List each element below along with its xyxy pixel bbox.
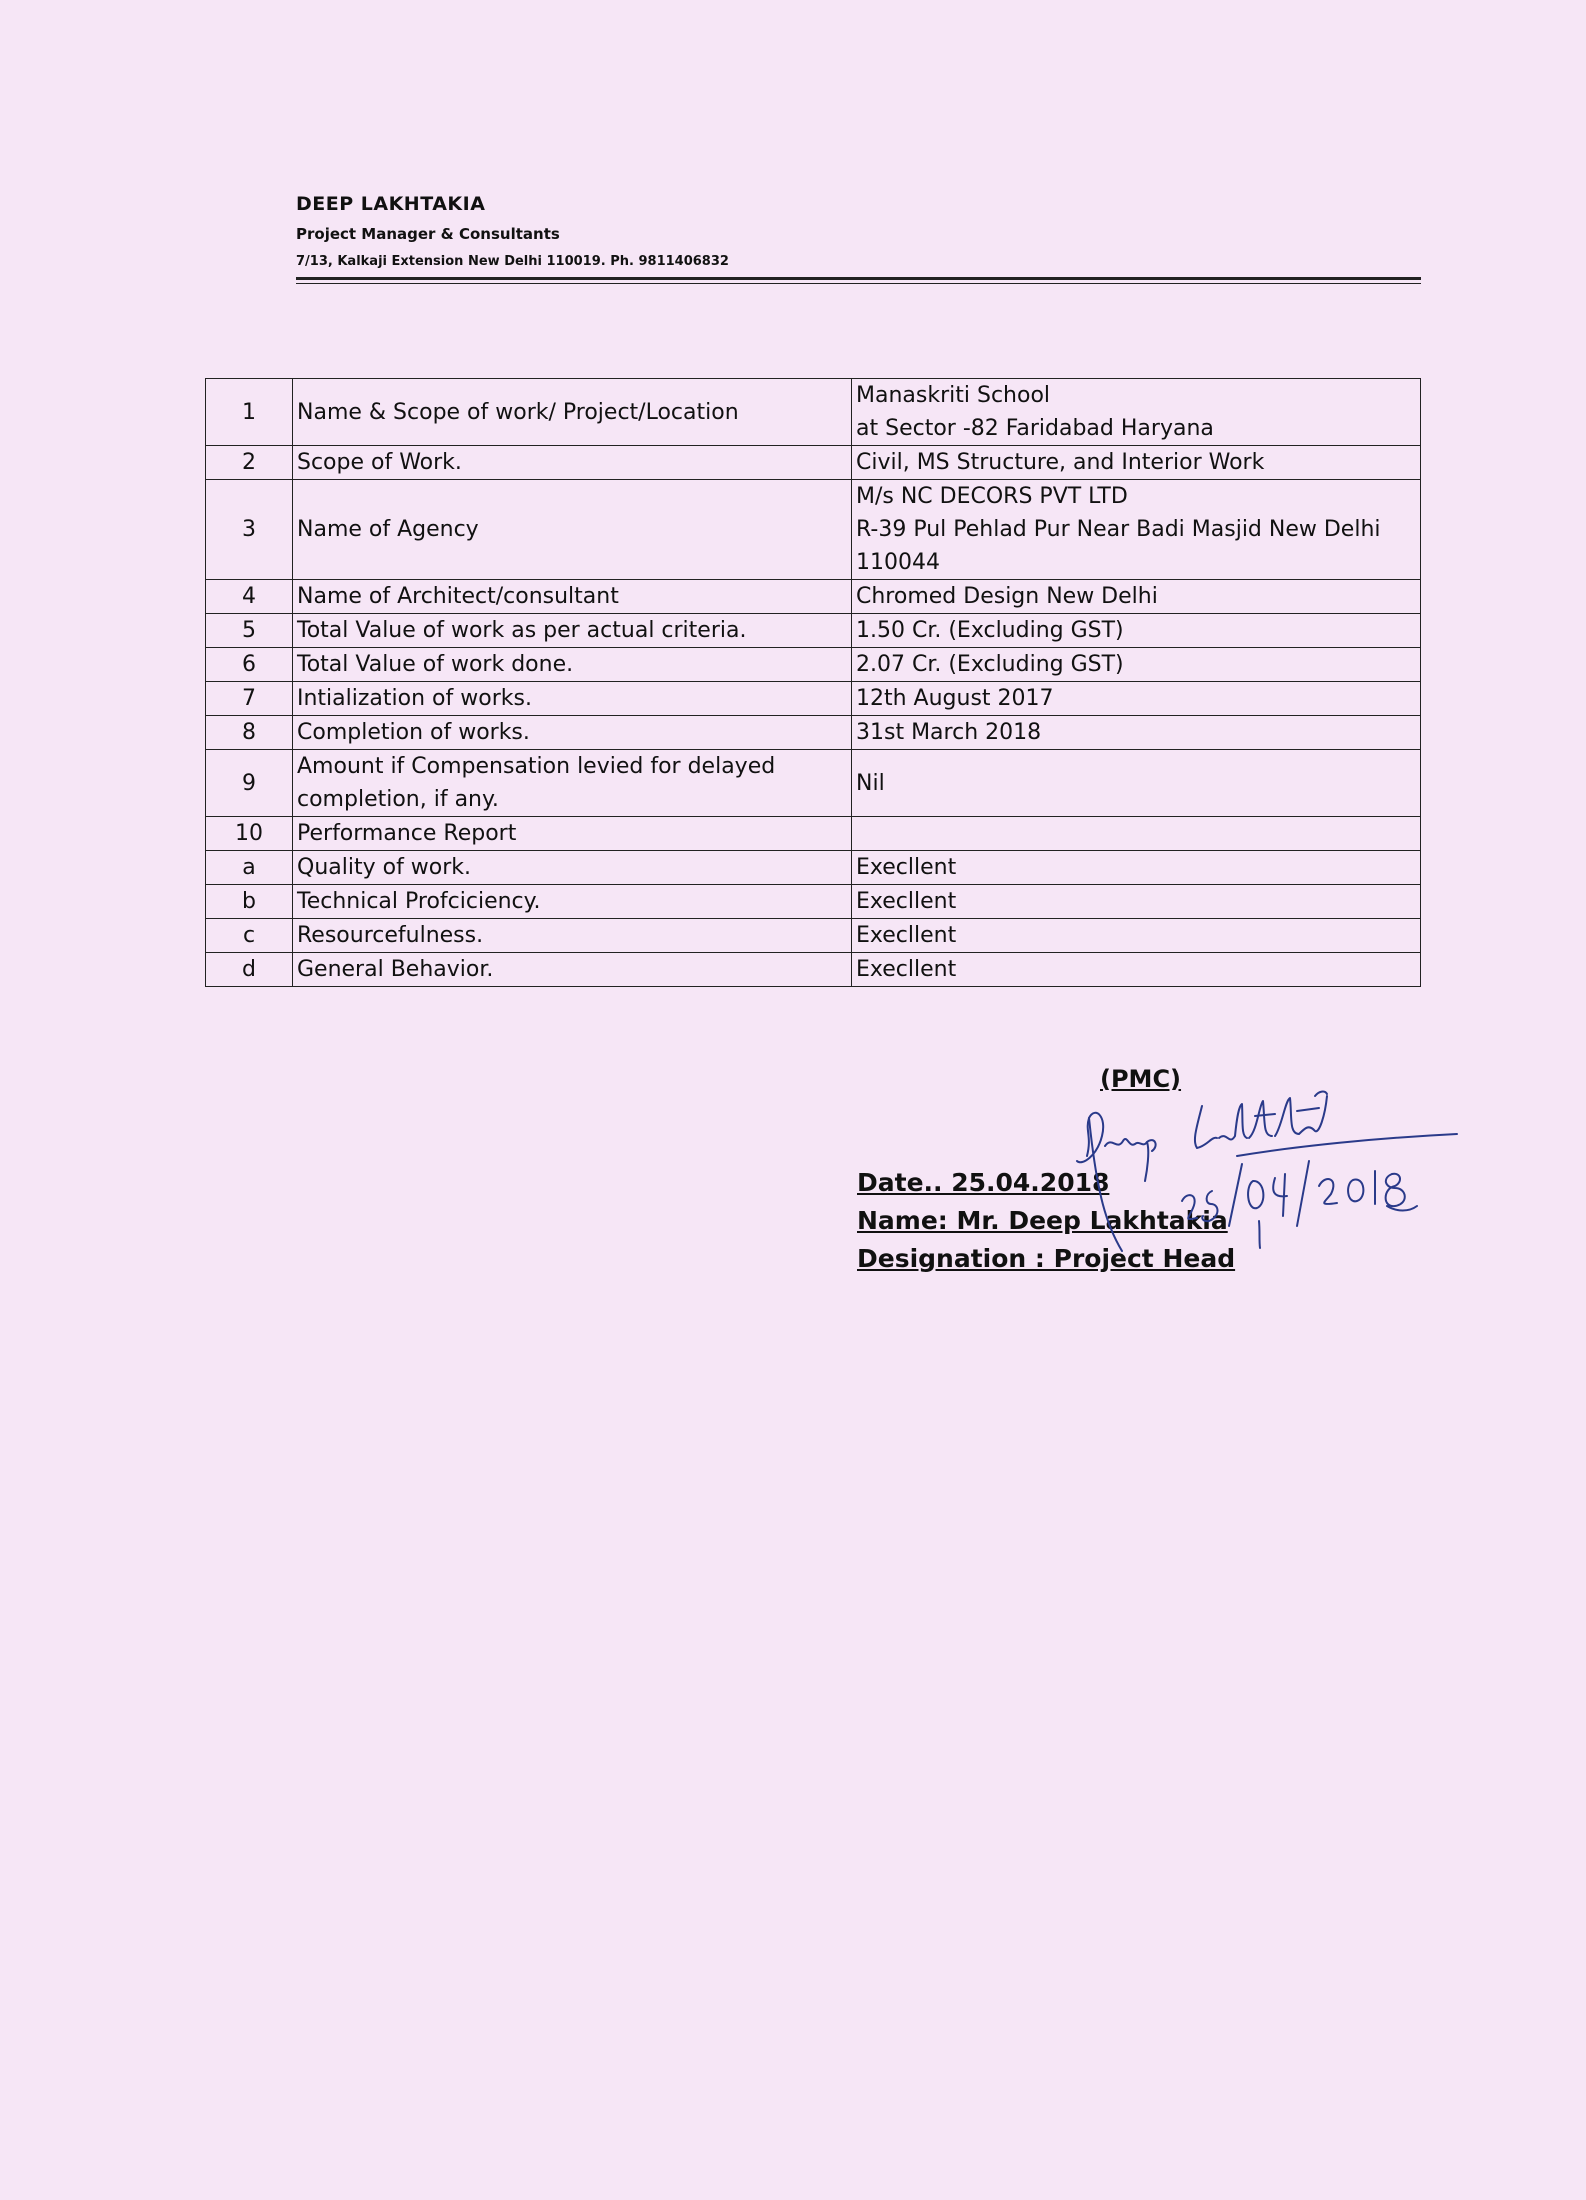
row-number: 7	[206, 682, 293, 716]
table-row	[206, 379, 1421, 446]
row-item: Quality of work.	[293, 851, 852, 885]
table-row	[206, 750, 1421, 817]
row-value-line: M/s NC DECORS PVT LTD	[856, 484, 1128, 509]
table-row	[206, 480, 1421, 580]
row-item	[293, 750, 852, 817]
table-row	[206, 580, 1421, 614]
row-value: 2.07 Cr. (Excluding GST)	[852, 648, 1421, 682]
table-row	[206, 851, 1421, 885]
row-value: 1.50 Cr. (Excluding GST)	[852, 614, 1421, 648]
row-value	[852, 817, 1421, 851]
row-item: Technical Profciciency.	[293, 885, 852, 919]
table-row	[206, 648, 1421, 682]
row-item-line: completion, if any.	[297, 787, 499, 812]
letterhead-divider	[296, 277, 1421, 284]
row-item: Name of Agency	[293, 480, 852, 580]
table-row	[206, 682, 1421, 716]
letterhead-title: Project Manager & Consultants	[296, 225, 560, 243]
name-line: Name: Mr. Deep Lakhtakia	[857, 1206, 1228, 1235]
row-item: Intialization of works.	[293, 682, 852, 716]
row-number: a	[206, 851, 293, 885]
date-line: Date.. 25.04.2018	[857, 1168, 1110, 1197]
row-value	[852, 480, 1421, 580]
row-value: Execllent	[852, 953, 1421, 987]
performance-report-table	[205, 378, 1421, 987]
signature-block	[857, 1056, 1557, 1306]
row-item: Performance Report	[293, 817, 852, 851]
table-row	[206, 919, 1421, 953]
table-row	[206, 885, 1421, 919]
row-value: Civil, MS Structure, and Interior Work	[852, 446, 1421, 480]
row-item: Total Value of work as per actual criteria.	[293, 614, 852, 648]
row-item: Total Value of work done.	[293, 648, 852, 682]
letterhead-address: 7/13, Kalkaji Extension New Delhi 110019. Ph. 9811406832	[296, 254, 729, 269]
row-value-line: R-39 Pul Pehlad Pur Near Badi Masjid New Delhi	[856, 517, 1381, 542]
letterhead-name: DEEP LAKHTAKIA	[296, 193, 486, 215]
row-item: Name of Architect/consultant	[293, 580, 852, 614]
row-number: b	[206, 885, 293, 919]
row-number: 9	[206, 750, 293, 817]
row-number: 3	[206, 480, 293, 580]
row-value: Execllent	[852, 885, 1421, 919]
table-row	[206, 446, 1421, 480]
table-row	[206, 817, 1421, 851]
table-row	[206, 614, 1421, 648]
row-number: 2	[206, 446, 293, 480]
row-value-line: at Sector -82 Faridabad Haryana	[856, 416, 1214, 441]
row-item: Name & Scope of work/ Project/Location	[293, 379, 852, 446]
table-row	[206, 953, 1421, 987]
row-number: 4	[206, 580, 293, 614]
designation-line: Designation : Project Head	[857, 1244, 1236, 1273]
row-number: c	[206, 919, 293, 953]
row-number: 6	[206, 648, 293, 682]
row-item: General Behavior.	[293, 953, 852, 987]
row-value: 31st March 2018	[852, 716, 1421, 750]
pmc-label: (PMC)	[1100, 1065, 1182, 1093]
row-number: 5	[206, 614, 293, 648]
row-number: 1	[206, 379, 293, 446]
table-row	[206, 716, 1421, 750]
row-item-line: Amount if Compensation levied for delayed	[297, 754, 776, 779]
row-number: 8	[206, 716, 293, 750]
row-value-line: 110044	[856, 550, 940, 575]
row-value	[852, 379, 1421, 446]
row-value: Nil	[852, 750, 1421, 817]
row-item: Completion of works.	[293, 716, 852, 750]
row-number: d	[206, 953, 293, 987]
letterhead	[296, 193, 1421, 269]
row-value-line: Manaskriti School	[856, 383, 1051, 408]
row-value: Execllent	[852, 851, 1421, 885]
row-item: Scope of Work.	[293, 446, 852, 480]
row-item: Resourcefulness.	[293, 919, 852, 953]
row-value: Execllent	[852, 919, 1421, 953]
row-value: Chromed Design New Delhi	[852, 580, 1421, 614]
row-number: 10	[206, 817, 293, 851]
handwritten-signature	[997, 1076, 1557, 1306]
row-value: 12th August 2017	[852, 682, 1421, 716]
